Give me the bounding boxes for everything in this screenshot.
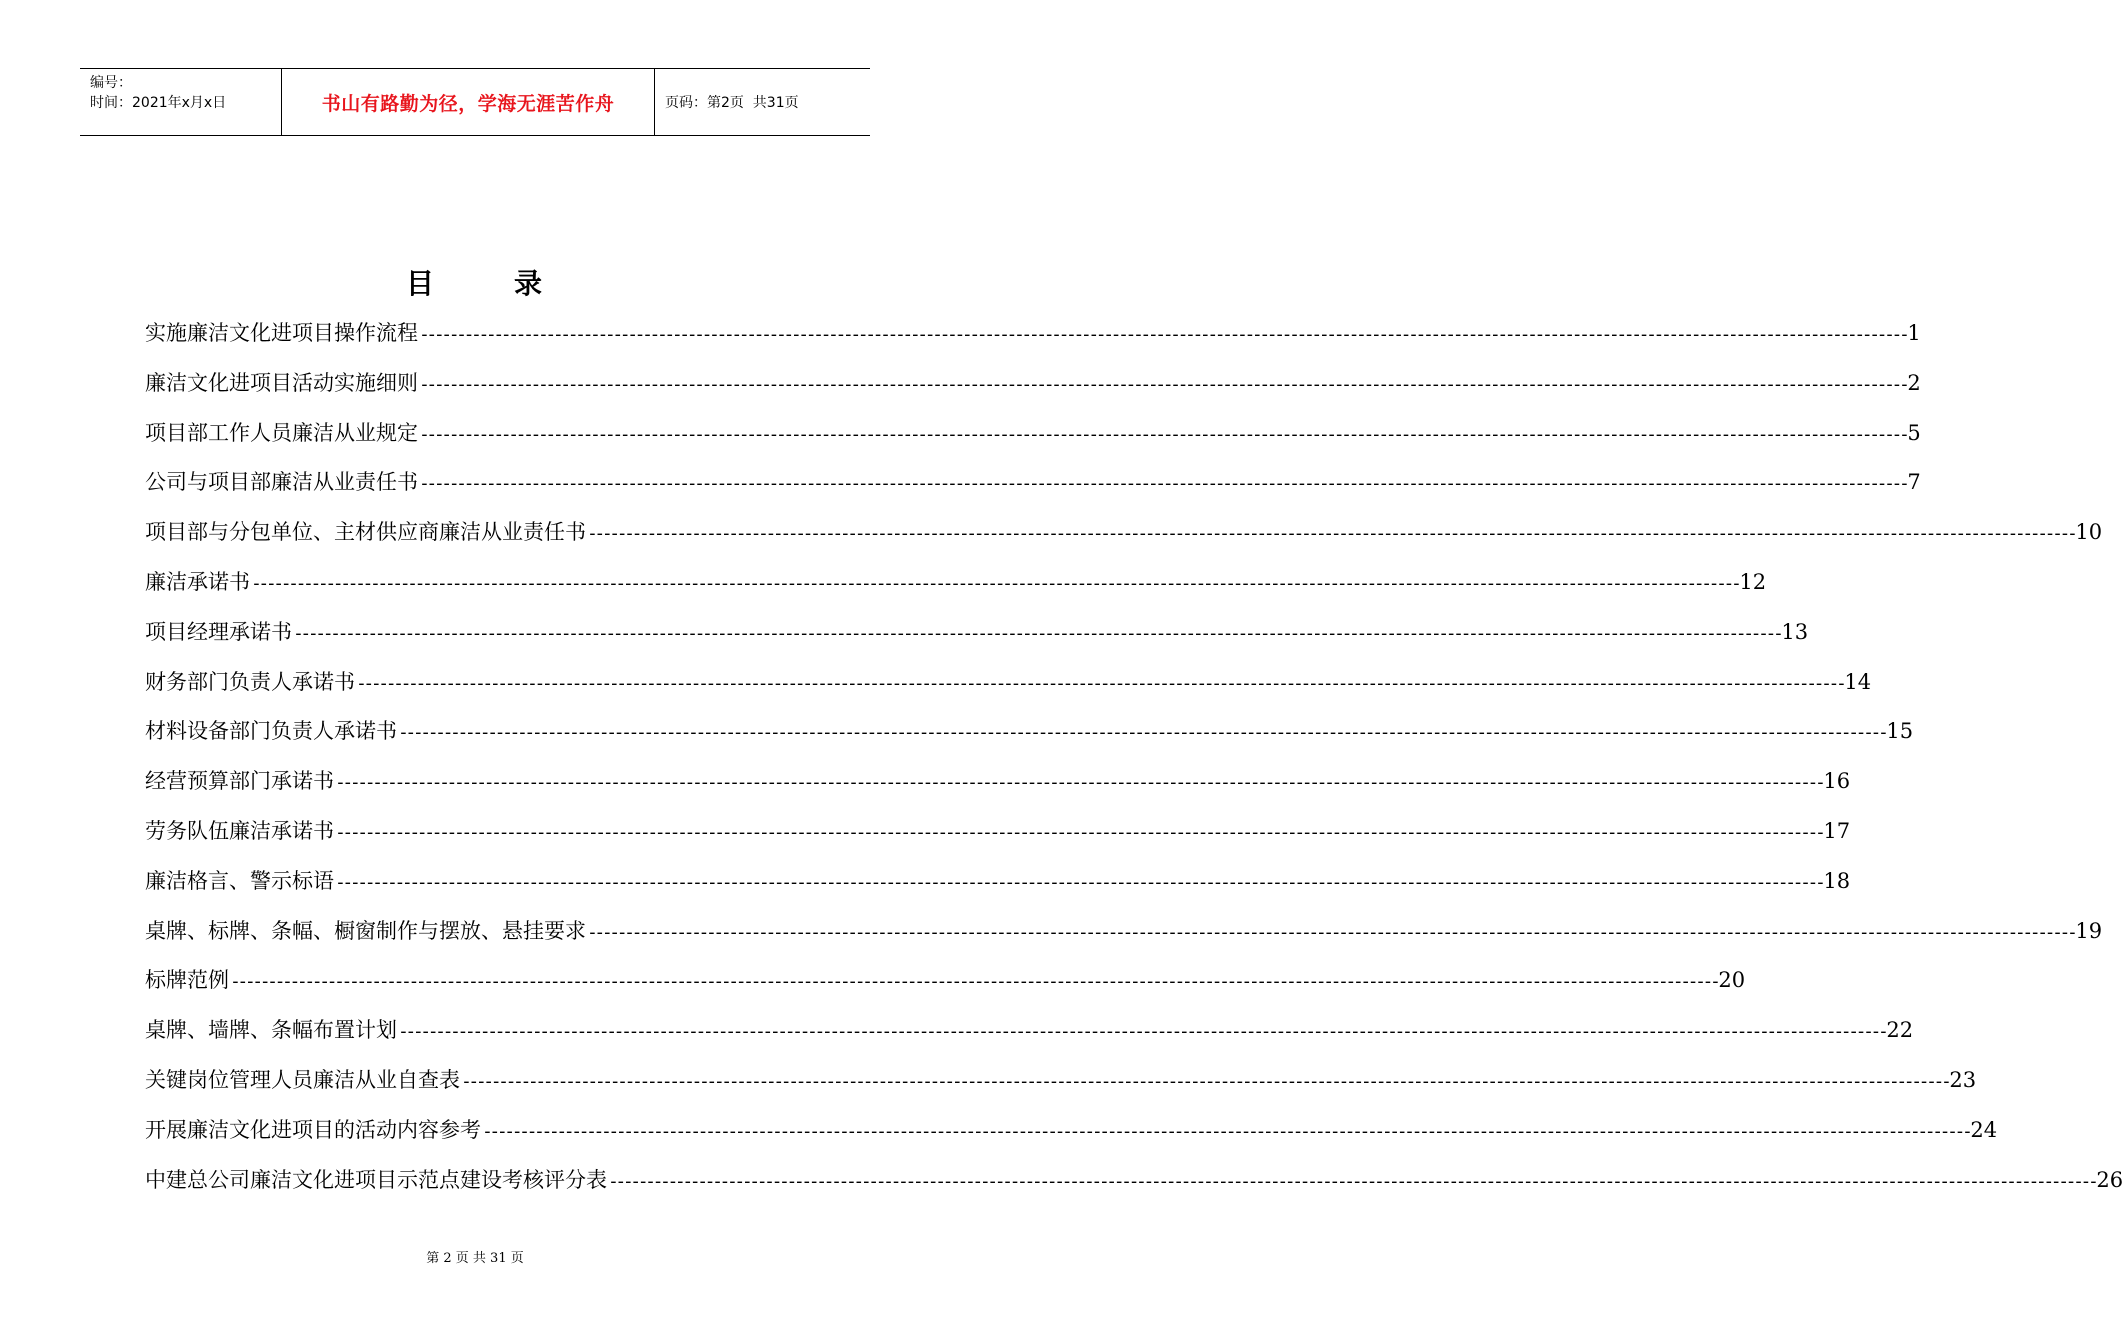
toc-entry-page: 7: [1907, 470, 1921, 495]
toc-entry[interactable]: [145, 1012, 1914, 1062]
toc-leader-dashes: --------------------------------------------------------------------------------------------------------------------------------------------------------------------------------------------------------: [335, 821, 1823, 843]
document-number-label: 编号：: [90, 75, 132, 91]
header-slogan: 书山有路勤为径，学海无涯苦作舟: [282, 69, 655, 135]
toc-entry-title: 廉洁承诺书: [145, 569, 250, 594]
toc-leader-dashes: --------------------------------------------------------------------------------------------------------------------------------------------------------------------------------------------------------: [419, 473, 1907, 495]
toc-entry-page: 20: [1718, 968, 1746, 993]
toc-entry-title: 项目部与分包单位、主材供应商廉洁从业责任书: [145, 520, 586, 545]
toc-entry-title: 实施廉洁文化进项目操作流程: [145, 321, 418, 345]
toc-entry-page: 23: [1949, 1067, 1977, 1092]
toc-list: [145, 315, 2123, 1211]
toc-entry[interactable]: [145, 415, 1921, 465]
toc-entry-page: 19: [2075, 918, 2103, 943]
toc-entry[interactable]: [145, 962, 1746, 1012]
toc-entry[interactable]: [145, 664, 1872, 714]
toc-leader-dashes: --------------------------------------------------------------------------------------------------------------------------------------------------------------------------------------------------------: [419, 373, 1907, 395]
toc-entry-page: 1: [1907, 321, 1921, 345]
toc-entry[interactable]: [145, 913, 2103, 963]
toc-entry-page: 5: [1907, 420, 1921, 445]
toc-entry-page: 18: [1823, 868, 1851, 893]
toc-entry-page: 10: [2075, 520, 2103, 545]
toc-title-char-2: 录: [514, 267, 545, 300]
toc-entry[interactable]: [145, 763, 1851, 813]
toc-entry[interactable]: [145, 365, 1921, 415]
document-time: 时间：2021年x月x日: [90, 95, 227, 111]
toc-entry[interactable]: [145, 1112, 1998, 1162]
toc-entry[interactable]: [145, 464, 1921, 514]
toc-entry-title: 廉洁格言、警示标语: [145, 868, 334, 893]
page-info-text: 页码：第2页 共31页: [665, 95, 799, 111]
toc-entry-title: 中建总公司廉洁文化进项目示范点建设考核评分表: [145, 1167, 607, 1192]
toc-entry-page: 15: [1886, 719, 1914, 744]
toc-leader-dashes: --------------------------------------------------------------------------------------------------------------------------------------------------------------------------------------------------------: [587, 921, 2075, 943]
toc-leader-dashes: --------------------------------------------------------------------------------------------------------------------------------------------------------------------------------------------------------: [398, 722, 1886, 744]
page-footer: 第 2 页 共 31 页: [426, 1251, 524, 1266]
toc-entry[interactable]: [145, 813, 1851, 863]
toc-entry-title: 廉洁文化进项目活动实施细则: [145, 370, 418, 395]
toc-entry-title: 财务部门负责人承诺书: [145, 669, 355, 694]
toc-entry-page: 26: [2096, 1167, 2123, 1192]
header-meta: [80, 69, 282, 135]
toc-entry-page: 2: [1907, 370, 1921, 395]
toc-entry-page: 12: [1739, 569, 1767, 594]
toc-entry-title: 桌牌、墙牌、条幅布置计划: [145, 1018, 397, 1043]
toc-entry-title: 项目经理承诺书: [145, 619, 292, 644]
header-page-info: [655, 69, 870, 135]
toc-title: [0, 262, 950, 302]
toc-entry[interactable]: [145, 1162, 2123, 1212]
toc-entry[interactable]: [145, 315, 1921, 365]
toc-entry-title: 公司与项目部廉洁从业责任书: [145, 470, 418, 495]
toc-entry-page: 24: [1970, 1117, 1998, 1142]
toc-leader-dashes: --------------------------------------------------------------------------------------------------------------------------------------------------------------------------------------------------------: [482, 1120, 1970, 1142]
toc-leader-dashes: --------------------------------------------------------------------------------------------------------------------------------------------------------------------------------------------------------: [251, 572, 1739, 594]
toc-leader-dashes: --------------------------------------------------------------------------------------------------------------------------------------------------------------------------------------------------------: [356, 672, 1844, 694]
toc-entry-title: 项目部工作人员廉洁从业规定: [145, 420, 418, 445]
toc-entry[interactable]: [145, 514, 2103, 564]
toc-leader-dashes: --------------------------------------------------------------------------------------------------------------------------------------------------------------------------------------------------------: [293, 622, 1781, 644]
toc-entry[interactable]: [145, 1062, 1977, 1112]
toc-entry[interactable]: [145, 713, 1914, 763]
toc-title-char-1: 目: [405, 267, 436, 300]
toc-leader-dashes: --------------------------------------------------------------------------------------------------------------------------------------------------------------------------------------------------------: [461, 1070, 1949, 1092]
toc-entry-page: 17: [1823, 818, 1851, 843]
toc-leader-dashes: --------------------------------------------------------------------------------------------------------------------------------------------------------------------------------------------------------: [419, 324, 1907, 345]
toc-entry-title: 桌牌、标牌、条幅、橱窗制作与摆放、悬挂要求: [145, 918, 586, 943]
toc-leader-dashes: --------------------------------------------------------------------------------------------------------------------------------------------------------------------------------------------------------: [398, 1021, 1886, 1043]
toc-leader-dashes: --------------------------------------------------------------------------------------------------------------------------------------------------------------------------------------------------------: [608, 1170, 2096, 1192]
toc-entry-page: 14: [1844, 669, 1872, 694]
toc-entry[interactable]: [145, 614, 1809, 664]
toc-entry[interactable]: [145, 863, 1851, 913]
toc-entry-title: 关键岗位管理人员廉洁从业自查表: [145, 1067, 460, 1092]
toc-entry-page: 16: [1823, 769, 1851, 794]
toc-entry-title: 开展廉洁文化进项目的活动内容参考: [145, 1117, 481, 1142]
toc-leader-dashes: --------------------------------------------------------------------------------------------------------------------------------------------------------------------------------------------------------: [230, 971, 1718, 993]
toc-entry-title: 劳务队伍廉洁承诺书: [145, 818, 334, 843]
toc-leader-dashes: --------------------------------------------------------------------------------------------------------------------------------------------------------------------------------------------------------: [587, 523, 2075, 545]
toc-entry-title: 经营预算部门承诺书: [145, 769, 334, 794]
toc-entry-title: 材料设备部门负责人承诺书: [145, 719, 397, 744]
toc-leader-dashes: --------------------------------------------------------------------------------------------------------------------------------------------------------------------------------------------------------: [335, 871, 1823, 893]
toc-entry[interactable]: [145, 564, 1767, 614]
toc-entry-title: 标牌范例: [145, 968, 229, 993]
toc-entry-page: 13: [1781, 619, 1809, 644]
toc-entry-page: 22: [1886, 1018, 1914, 1043]
toc-leader-dashes: --------------------------------------------------------------------------------------------------------------------------------------------------------------------------------------------------------: [419, 423, 1907, 445]
toc-leader-dashes: --------------------------------------------------------------------------------------------------------------------------------------------------------------------------------------------------------: [335, 772, 1823, 794]
page-header: [80, 68, 870, 136]
